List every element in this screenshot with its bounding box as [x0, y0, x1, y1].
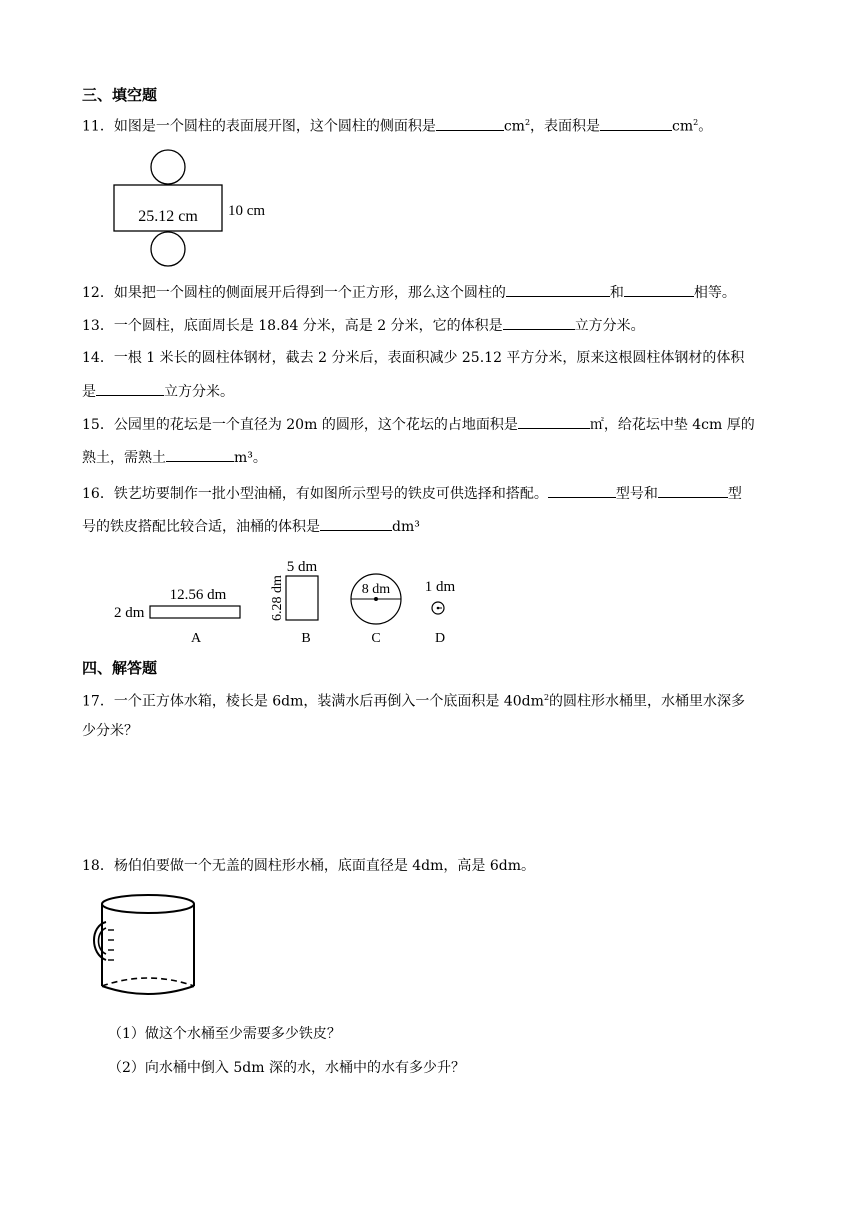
question-17-line-1: 17．一个正方体水箱，棱长是 6dm，装满水后再倒入一个底面积是 $40dm^2$的圆柱形水桶里，水桶里水深多 [82, 693, 746, 710]
question-18 [82, 856, 535, 876]
sheet-metal-figure [110, 556, 470, 652]
answer-blank[interactable] [436, 116, 504, 131]
question-12: 12．如果把一个圆柱的侧面展开后得到一个正方形，那么这个圆柱的 和 相等。 [82, 282, 736, 303]
question-number: 18． [82, 858, 114, 874]
shape-d-center [437, 607, 440, 610]
answer-blank[interactable] [506, 282, 610, 297]
question-number: 11． [82, 118, 114, 135]
question-13: 13．一个圆柱，底面周长是 18.84 分米，高是 2 分米，它的体积是 立方分米。 [82, 315, 645, 336]
shape-c-center [374, 597, 378, 601]
shape-c-name: C [371, 631, 381, 646]
section-title-fill-blank: 三、填空题 [82, 86, 158, 104]
question-text: 如果把一个圆柱的侧面展开后得到一个正方形，那么这个圆柱的 [113, 285, 506, 301]
shape-a-length-label: 12.56 dm [169, 587, 227, 603]
answer-blank[interactable] [166, 447, 234, 462]
answer-blank[interactable] [518, 414, 590, 429]
shape-b-name: B [301, 631, 311, 646]
shape-d-name: D [434, 631, 446, 646]
question-16-line-1: 16．铁艺坊要制作一批小型油桶，有如图所示型号的铁皮可供选择和搭配。 型号和 型 [82, 483, 742, 504]
question-number: 13． [82, 318, 114, 334]
answer-blank[interactable] [548, 483, 616, 498]
question-text: 铁艺坊要制作一批小型油桶，有如图所示型号的铁皮可供选择和搭配。 [113, 486, 548, 502]
question-text: 公园里的花坛是一个直径为 20m 的圆形，这个花坛的占地面积是 [113, 417, 518, 433]
question-text: 如图是一个圆柱的表面展开图，这个圆柱的侧面积是 [113, 118, 436, 135]
question-15-line-2: 熟土，需熟土 m³。 [82, 447, 267, 468]
answer-blank[interactable] [600, 116, 672, 131]
question-14-line-1 [82, 348, 744, 368]
question-text: 一根 1 米长的圆柱体钢材，截去 2 分米后，表面积减少 25.12 平方分米，原来这根圆柱体钢材的体积 [113, 350, 745, 366]
question-14-line-2: 是 立方分米。 [82, 381, 234, 402]
bucket-bottom-back [102, 978, 194, 986]
bucket-rim [102, 895, 194, 913]
question-number: 12． [82, 285, 114, 301]
shape-c-diameter-label: 8 dm [361, 582, 391, 597]
question-11: 11．如图是一个圆柱的表面展开图，这个圆柱的侧面积是 $cm^2$，表面积是 $cm^2$。 [82, 113, 712, 137]
rect-width-label: 25.12 cm [138, 208, 198, 225]
section-title-solve: 四、解答题 [82, 659, 158, 677]
question-18-part-1: （1）做这个水桶至少需要多少铁皮？ [108, 1026, 341, 1042]
shape-d-size-label: 1 dm [424, 579, 456, 595]
question-number: 16． [82, 486, 114, 502]
bucket-handle-outer [94, 922, 106, 960]
question-15-line-1: 15．公园里的花坛是一个直径为 20m 的圆形，这个花坛的占地面积是 ㎡，给花坛中垫 4cm 厚的 [82, 414, 755, 435]
question-16-line-2: 号的铁皮搭配比较合适，油桶的体积是 dm³ [82, 516, 420, 537]
question-number: 14． [82, 350, 114, 366]
cylinder-net-figure [100, 140, 300, 270]
shape-b-height-label: 6.28 dm [270, 575, 285, 621]
answer-blank[interactable] [503, 315, 575, 330]
shape-b-width-label: 5 dm [286, 559, 318, 575]
shape-b-rectangle [286, 576, 318, 620]
top-circle [151, 150, 185, 184]
water-bucket-figure [84, 890, 208, 1006]
rect-height-label: 10 cm [228, 203, 266, 219]
answer-blank[interactable] [658, 483, 728, 498]
question-text: 杨伯伯要做一个无盖的圆柱形水桶，底面直径是 4dm，高是 6dm。 [113, 858, 536, 874]
shape-a-rectangle [150, 606, 240, 618]
answer-blank[interactable] [624, 282, 694, 297]
answer-blank[interactable] [320, 516, 392, 531]
bottom-circle [151, 232, 185, 266]
question-text: 一个正方体水箱，棱长是 6dm，装满水后再倒入一个底面积是 40dm [113, 693, 544, 710]
question-text: 一个圆柱，底面周长是 18.84 分米，高是 2 分米，它的体积是 [113, 318, 503, 334]
question-number: 17． [82, 693, 114, 710]
question-18-part-2: （2）向水桶中倒入 5dm 深的水，水桶中的水有多少升？ [108, 1060, 465, 1076]
shape-a-name: A [190, 631, 202, 646]
bucket-bottom-front [102, 986, 194, 994]
shape-a-width-label: 2 dm [114, 605, 145, 621]
question-number: 15． [82, 417, 114, 433]
answer-blank[interactable] [96, 381, 164, 396]
question-17-line-2: 少分米？ [82, 723, 138, 739]
